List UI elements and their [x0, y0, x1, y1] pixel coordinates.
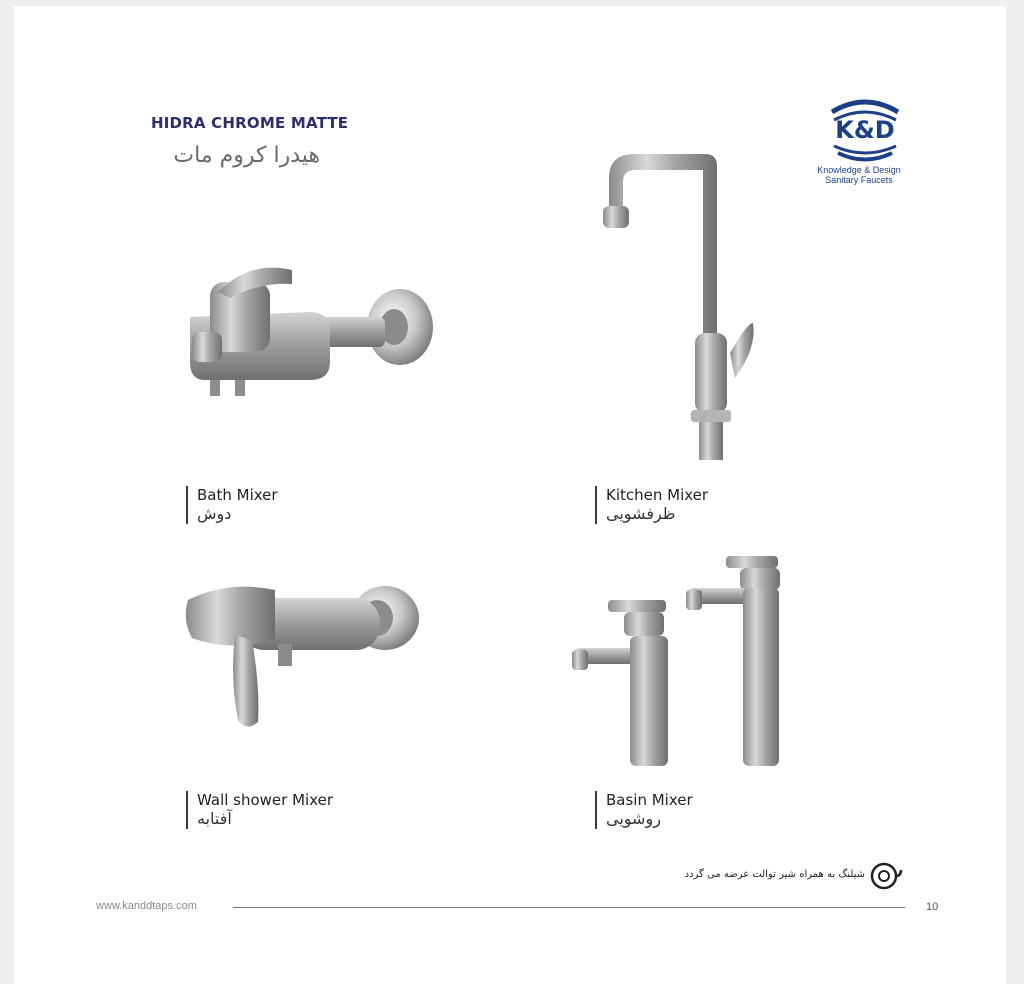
collection-title: HIDRA CHROME MATTE	[151, 114, 349, 132]
collection-title-persian: هیدرا کروم مات	[173, 143, 320, 168]
product-name-en: Kitchen Mixer	[606, 486, 709, 504]
brand-tagline-line2: Sanitary Faucets	[825, 175, 893, 185]
product-name-en: Wall shower Mixer	[197, 791, 334, 809]
logo-text: K&D	[835, 116, 895, 144]
kitchen-mixer-image	[595, 148, 765, 463]
basin-mixer-image	[568, 548, 788, 773]
hose-included-note: شیلنگ به همراه شیر توالت عرضه می گردد	[684, 869, 865, 880]
website-link[interactable]: www.kanddtaps.com	[96, 900, 197, 912]
bath-mixer-image	[180, 262, 440, 407]
product-name-fa: ظرفشویی	[606, 504, 676, 523]
brand-tagline	[800, 165, 918, 185]
product-label-wall-shower-mixer	[186, 791, 333, 829]
product-name-en: Bath Mixer	[197, 486, 278, 504]
product-label-basin-mixer	[595, 791, 693, 829]
hose-icon	[869, 858, 903, 892]
footer-divider	[233, 907, 905, 908]
wall-shower-mixer-image	[180, 580, 420, 735]
product-name-fa: روشویی	[606, 809, 661, 828]
product-label-kitchen-mixer	[595, 486, 708, 524]
product-label-bath-mixer	[186, 486, 278, 524]
page-number: 10	[926, 901, 939, 913]
brand-tagline-line1: Knowledge & Design	[817, 165, 901, 175]
product-name-fa: دوش	[197, 504, 232, 523]
product-name-en: Basin Mixer	[606, 791, 693, 809]
product-name-fa: آفتابه	[197, 809, 232, 828]
